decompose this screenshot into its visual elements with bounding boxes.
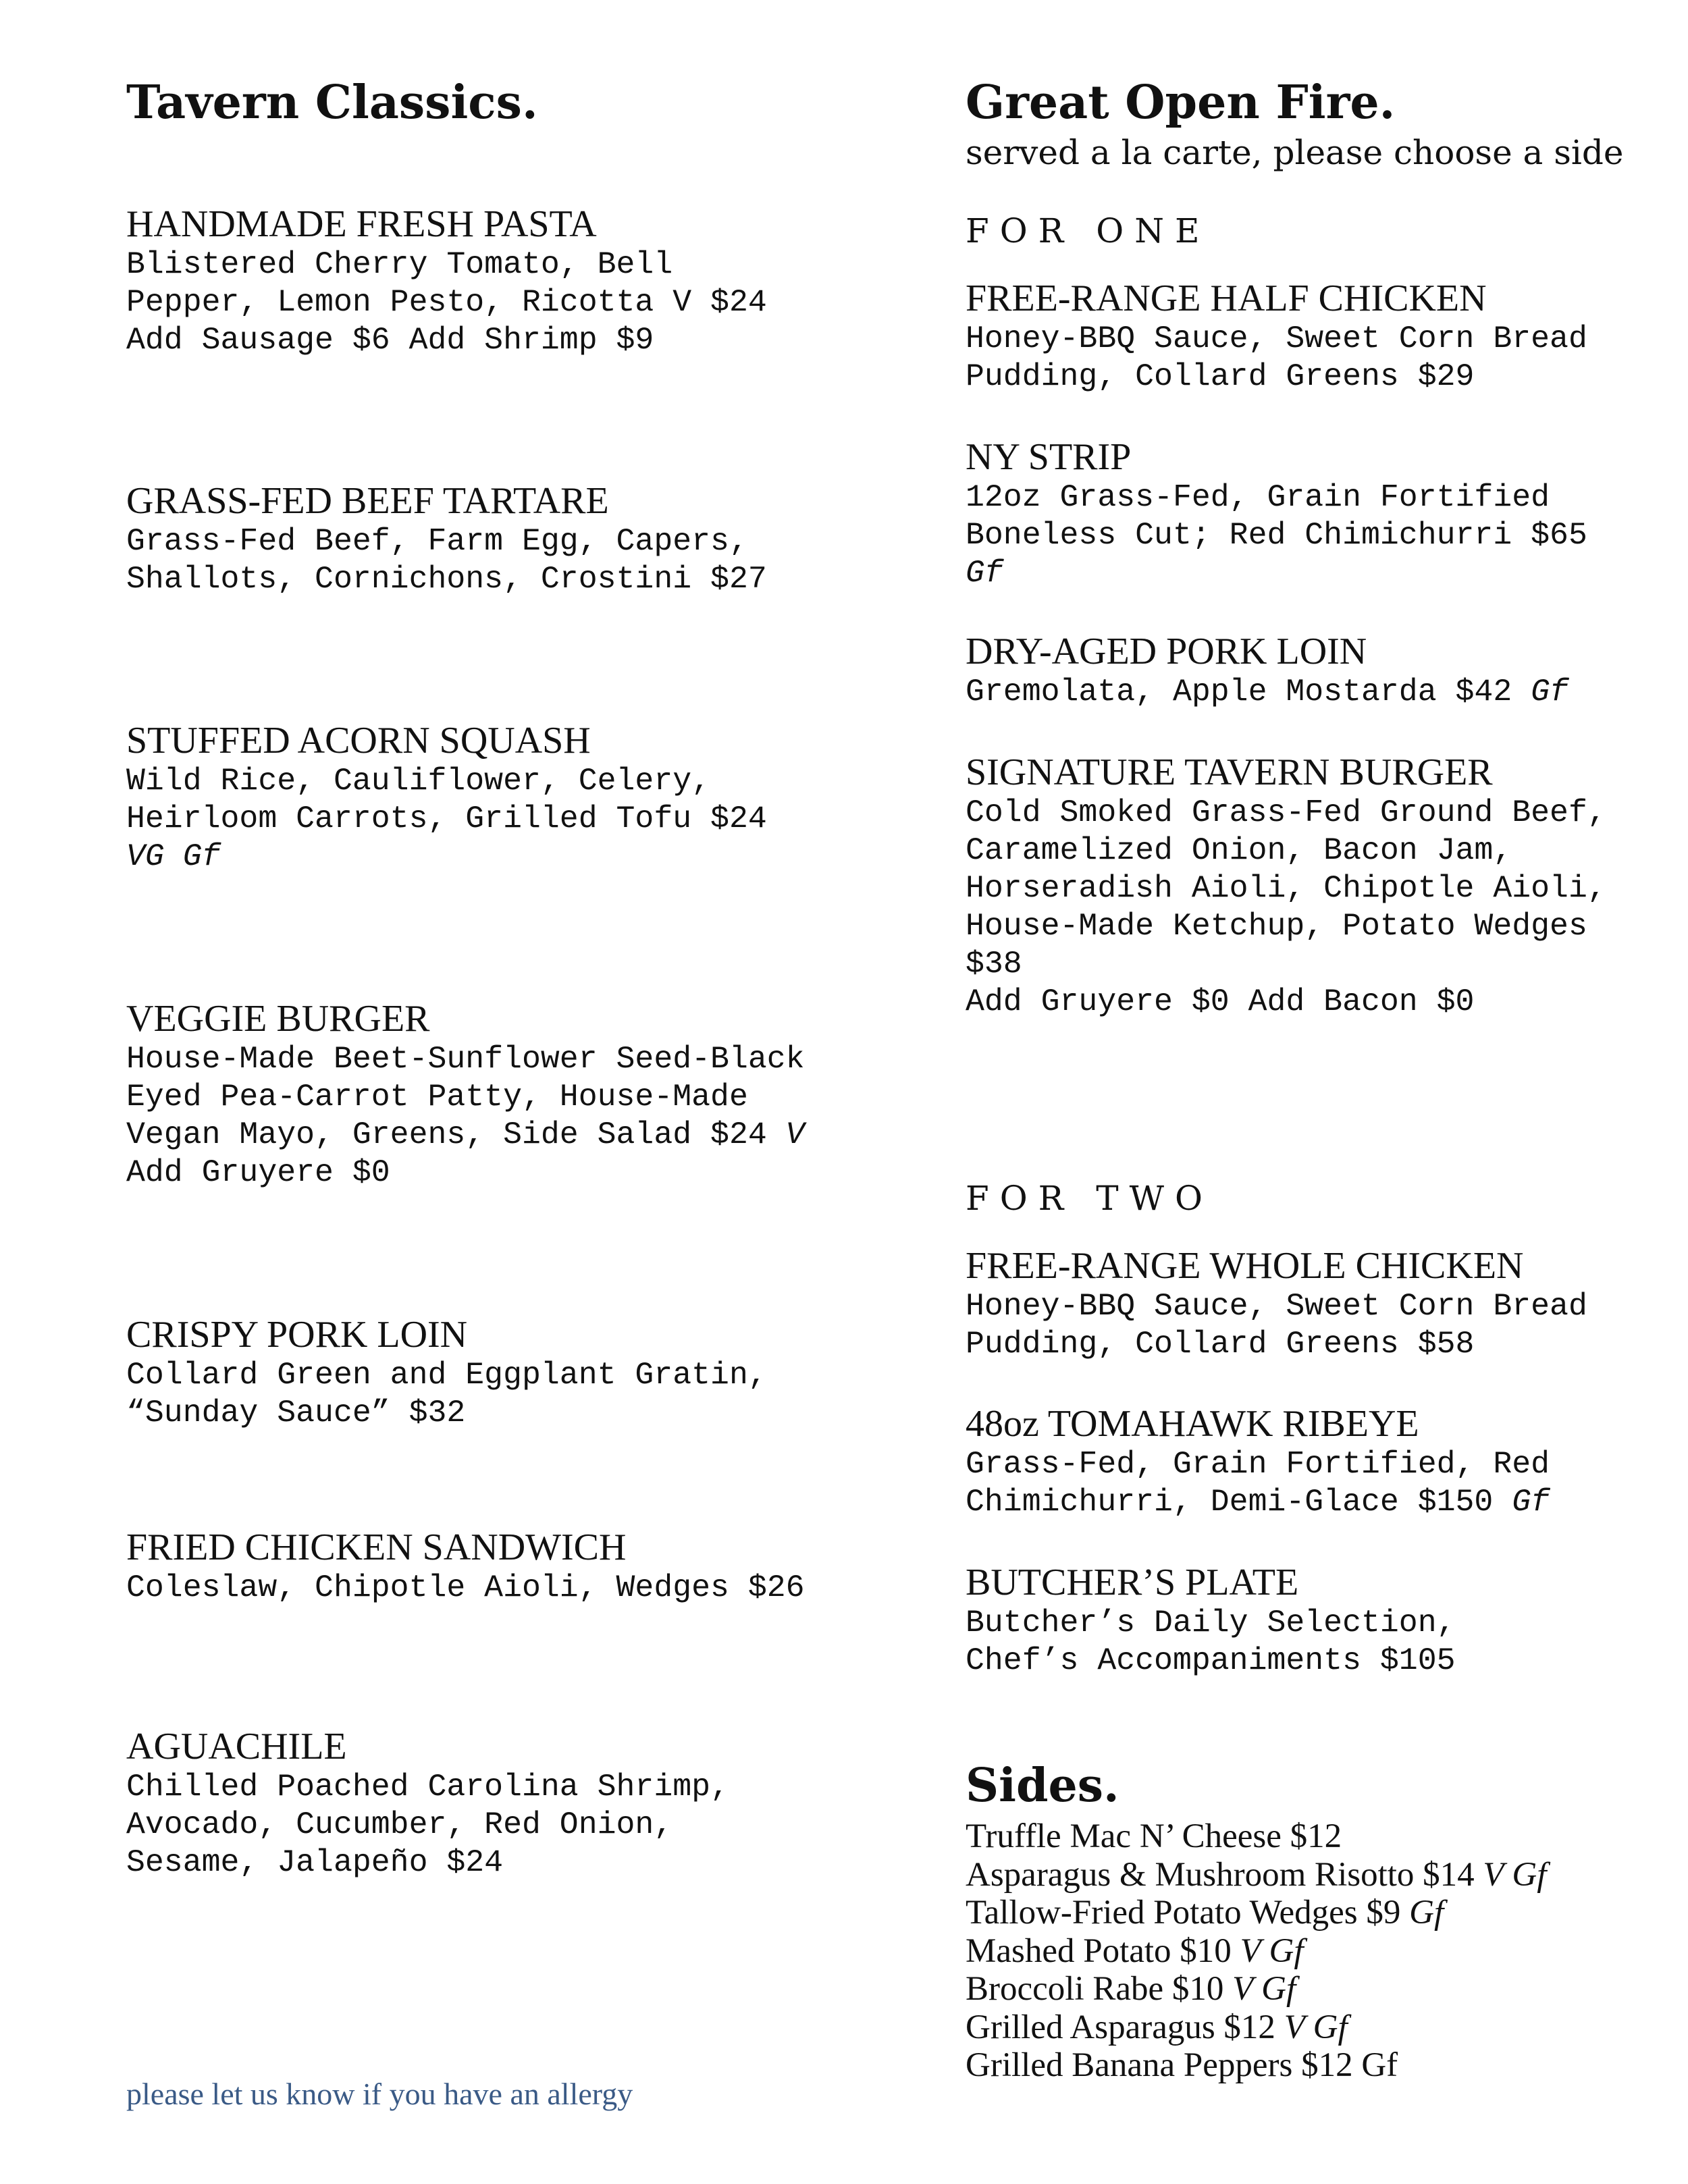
dietary-tag: V bbox=[785, 1117, 805, 1152]
item-description-text: Gremolata, Apple Mostarda $42 bbox=[966, 674, 1531, 710]
item-name: FREE-RANGE HALF CHICKEN bbox=[966, 277, 1487, 319]
item-name: AGUACHILE bbox=[126, 1726, 347, 1767]
item-description-text: Honey-BBQ Sauce, Sweet Corn Bread Pudding, Collard Greens $58 bbox=[966, 1288, 1587, 1362]
dietary-tag: V Gf bbox=[1232, 1970, 1296, 2008]
item-name: FREE-RANGE WHOLE CHICKEN bbox=[966, 1245, 1524, 1287]
side-item-text: Asparagus & Mushroom Risotto $14 bbox=[966, 1855, 1483, 1894]
item-description bbox=[966, 1287, 1587, 1363]
item-description-text: Honey-BBQ Sauce, Sweet Corn Bread Pudding, Collard Greens $29 bbox=[966, 321, 1587, 394]
item-description-text: Coleslaw, Chipotle Aioli, Wedges $26 bbox=[126, 1570, 805, 1605]
item-description-text: Blistered Cherry Tomato, Bell Pepper, Lemon Pesto, Ricotta V $24 Add Sausage $6 Add Shrimp $9 bbox=[126, 246, 767, 358]
sides-list bbox=[966, 1817, 1546, 2085]
menu-item-crispy-pork-loin bbox=[126, 1313, 767, 1432]
side-item-text: Grilled Banana Peppers $12 Gf bbox=[966, 2046, 1398, 2084]
side-item-text: Grilled Asparagus $12 bbox=[966, 2008, 1284, 2046]
side-item bbox=[966, 1894, 1546, 1932]
item-description bbox=[966, 479, 1587, 592]
section-title-sides: Sides. bbox=[966, 1759, 1119, 1813]
item-name: NY STRIP bbox=[966, 436, 1132, 478]
item-name: STUFFED ACORN SQUASH bbox=[126, 720, 591, 762]
menu-item-tomahawk-ribeye bbox=[966, 1402, 1550, 1521]
dietary-tag: Gf bbox=[1512, 1484, 1550, 1520]
item-description-text: 12oz Grass-Fed, Grain Fortified Boneless Cut; Red Chimichurri $65 bbox=[966, 479, 1587, 553]
dietary-tag: Gf bbox=[1531, 674, 1568, 710]
side-item-text: Truffle Mac N’ Cheese $12 bbox=[966, 1817, 1342, 1855]
group-label-for-two: FOR TWO bbox=[966, 1179, 1213, 1218]
item-name: 48oz TOMAHAWK RIBEYE bbox=[966, 1403, 1419, 1445]
item-name: HANDMADE FRESH PASTA bbox=[126, 203, 597, 245]
side-item bbox=[966, 1932, 1546, 1971]
side-item-text: Broccoli Rabe $10 bbox=[966, 1970, 1233, 2008]
menu-item-handmade-fresh-pasta bbox=[126, 203, 767, 359]
menu-item-signature-tavern-burger bbox=[966, 751, 1606, 1021]
item-description-text: Butcher’s Daily Selection, Chef’s Accompaniments $105 bbox=[966, 1605, 1456, 1678]
dietary-tag: V Gf bbox=[1240, 1932, 1304, 1970]
item-description bbox=[126, 246, 767, 359]
item-description bbox=[126, 1768, 729, 1882]
item-description bbox=[126, 523, 767, 598]
item-description-text: Wild Rice, Cauliflower, Celery, Heirloom Carrots, Grilled Tofu $24 bbox=[126, 763, 767, 836]
menu-item-stuffed-acorn-squash bbox=[126, 719, 767, 876]
side-item bbox=[966, 1970, 1546, 2008]
side-item bbox=[966, 1817, 1546, 1856]
item-description-text: House-Made Beet-Sunflower Seed-Black Eyed Pea-Carrot Patty, House-Made Vegan Mayo, Greens, Side Salad $24 bbox=[126, 1041, 805, 1152]
item-description bbox=[966, 320, 1587, 396]
menu-item-veggie-burger bbox=[126, 997, 805, 1192]
menu-item-fried-chicken-sandwich bbox=[126, 1526, 805, 1607]
item-description-text: Grass-Fed, Grain Fortified, Red Chimichurri, Demi-Glace $150 bbox=[966, 1446, 1550, 1520]
menu-item-free-range-whole-chicken bbox=[966, 1244, 1587, 1363]
item-name: BUTCHER’S PLATE bbox=[966, 1562, 1299, 1603]
side-item bbox=[966, 1856, 1546, 1894]
menu-item-grass-fed-beef-tartare bbox=[126, 479, 767, 598]
section-title-tavern-classics: Tavern Classics. bbox=[126, 76, 538, 130]
menu-item-free-range-half-chicken bbox=[966, 277, 1587, 396]
section-subtitle: served a la carte, please choose a side bbox=[966, 133, 1624, 172]
side-item bbox=[966, 2046, 1546, 2085]
item-description bbox=[966, 673, 1568, 711]
item-description bbox=[966, 1445, 1550, 1521]
side-item-text: Mashed Potato $10 bbox=[966, 1932, 1240, 1970]
menu-item-ny-strip bbox=[966, 435, 1587, 592]
item-description bbox=[126, 1040, 805, 1154]
item-description-text: Collard Green and Eggplant Gratin, “Sunday Sauce” $32 bbox=[126, 1357, 767, 1431]
item-description-text: Chilled Poached Carolina Shrimp, Avocado, Cucumber, Red Onion, Sesame, Jalapeño $24 bbox=[126, 1769, 729, 1880]
item-add-on: Add Gruyere $0 bbox=[126, 1154, 390, 1190]
section-title-great-open-fire: Great Open Fire. bbox=[966, 76, 1396, 130]
item-description bbox=[126, 1569, 805, 1607]
item-name: GRASS-FED BEEF TARTARE bbox=[126, 480, 609, 522]
item-description-text: Cold Smoked Grass-Fed Ground Beef, Caramelized Onion, Bacon Jam, Horseradish Aioli, Chipotle Aioli, House-Made Ketchup, Potato Wedges $38 Add Gruyere $0 Add Bacon $0 bbox=[966, 795, 1606, 1019]
dietary-tag: Gf bbox=[966, 555, 1003, 591]
side-item bbox=[966, 2008, 1546, 2047]
item-name: DRY-AGED PORK LOIN bbox=[966, 631, 1367, 672]
item-description bbox=[966, 1604, 1456, 1680]
side-item-text: Tallow-Fried Potato Wedges $9 bbox=[966, 1894, 1410, 1932]
item-description-text: Grass-Fed Beef, Farm Egg, Capers, Shallots, Cornichons, Crostini $27 bbox=[126, 523, 767, 597]
item-name: CRISPY PORK LOIN bbox=[126, 1314, 468, 1356]
menu-item-butchers-plate bbox=[966, 1561, 1456, 1680]
menu-item-aguachile bbox=[126, 1725, 729, 1882]
menu-item-dry-aged-pork-loin bbox=[966, 630, 1568, 711]
item-description bbox=[966, 794, 1606, 1021]
item-description bbox=[126, 1356, 767, 1432]
item-name: FRIED CHICKEN SANDWICH bbox=[126, 1526, 627, 1568]
item-name: VEGGIE BURGER bbox=[126, 998, 430, 1040]
item-name: SIGNATURE TAVERN BURGER bbox=[966, 751, 1493, 793]
item-description bbox=[126, 762, 767, 876]
dietary-tag: V Gf bbox=[1284, 2008, 1348, 2046]
dietary-tag: Gf bbox=[1409, 1894, 1444, 1932]
dietary-tag: V Gf bbox=[1483, 1855, 1547, 1894]
group-label-for-one: FOR ONE bbox=[966, 211, 1211, 250]
dietary-tag: VG Gf bbox=[126, 838, 221, 874]
allergy-note: please let us know if you have an allergy bbox=[126, 2077, 633, 2111]
